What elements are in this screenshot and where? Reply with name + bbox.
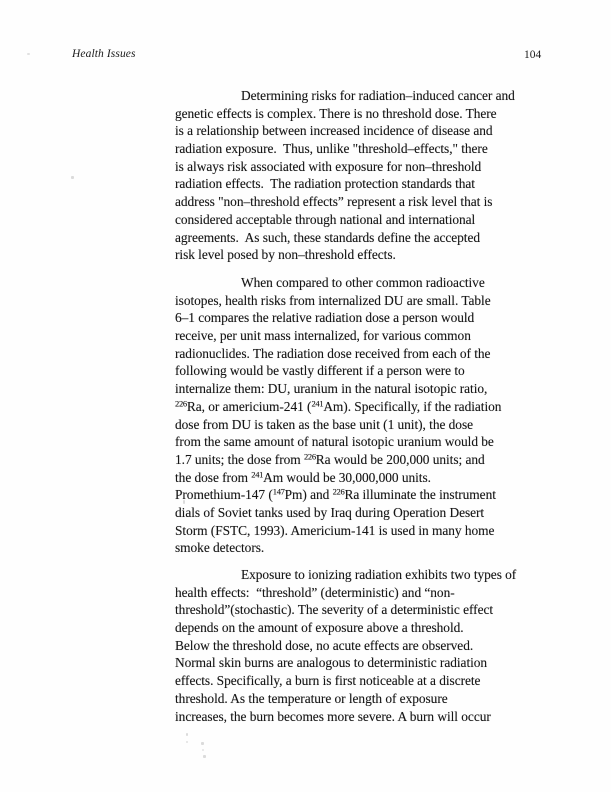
page-number: 104	[524, 49, 542, 61]
scan-speck	[183, 500, 185, 504]
paragraph	[175, 87, 515, 264]
scan-speck	[201, 742, 204, 745]
text-line: Promethium-147 ($^{147}$Pm) and $^{226}$Ra illuminate the instrument	[175, 486, 496, 503]
text-line: Determining risks for radiation–induced cancer and	[241, 88, 515, 103]
scan-speck	[71, 176, 74, 179]
text-line: threshold. As the temperature or length of exposure	[175, 690, 448, 706]
text-line: radiation effects. The radiation protection standards that	[175, 176, 475, 192]
text-line: is always risk associated with exposure for non–threshold	[175, 158, 482, 174]
text-line: effects. Specifically, a burn is first noticeable at a discrete	[175, 673, 481, 689]
text-line: following would be vastly different if a person were to	[175, 363, 465, 379]
isotope-superscript: 147	[272, 486, 285, 497]
text-line: Storm (FSTC, 1993). Americium-141 is used in many home	[175, 522, 495, 538]
text-line: address "non–threshold effects” represent a risk level that is	[175, 194, 493, 210]
text-line: the dose from $^{241}$Am would be 30,000,000 units.	[175, 469, 431, 485]
paragraph	[175, 566, 516, 725]
isotope-superscript: 241	[311, 398, 324, 409]
text-line: depends on the amount of exposure above a threshold.	[175, 620, 464, 636]
text-line: Normal skin burns are analogous to deterministic radiation	[175, 655, 488, 671]
text-line: receive, per unit mass internalized, for various common	[175, 328, 471, 344]
text-line: internalize them: DU, uranium in the natural isotopic ratio,	[175, 381, 488, 397]
text-line: smoke detectors.	[175, 540, 265, 556]
text-line: When compared to other common radioactive	[241, 275, 485, 290]
isotope-superscript: 226	[332, 486, 345, 497]
text-line: threshold”(stochastic). The severity of a deterministic effect	[175, 602, 494, 618]
text-line: 6–1 compares the relative radiation dose a person would	[175, 310, 475, 326]
text-line: radionuclides. The radiation dose received from each of the	[175, 345, 491, 361]
text-line: dose from DU is taken as the base unit (1 unit), the dose	[175, 416, 474, 432]
scan-speck	[202, 749, 204, 751]
scan-speck	[186, 733, 188, 736]
text-line: isotopes, health risks from internalized DU are small. Table	[175, 292, 491, 308]
isotope-superscript: 226	[175, 398, 187, 409]
text-line: from the same amount of natural isotopic uranium would be	[175, 434, 494, 450]
text-line: radiation exposure. Thus, unlike "threshold–effects," there	[175, 141, 488, 157]
scan-speck	[203, 755, 206, 758]
text-line: considered acceptable through national and international	[175, 211, 476, 227]
text-line: $^{226}$Ra, or americium-241 ($^{241}$Am). Specifically, if the radiation	[175, 398, 502, 414]
text-line: genetic effects is complex. There is no threshold dose. There	[175, 105, 497, 121]
text-line: health effects: “threshold” (deterministic) and “non-	[175, 584, 455, 600]
text-line: is a relationship between increased incidence of disease and	[175, 123, 493, 139]
paragraph	[175, 274, 501, 557]
text-line: increases, the burn becomes more severe. A burn will occur	[175, 708, 491, 724]
scan-speck	[186, 741, 188, 743]
running-header: Health Issues	[72, 48, 136, 60]
text-line: Below the threshold dose, no acute effects are observed.	[175, 637, 474, 653]
text-line: Exposure to ionizing radiation exhibits two types of	[241, 567, 517, 582]
isotope-superscript: 226	[303, 451, 316, 462]
text-line: dials of Soviet tanks used by Iraq during Operation Desert	[175, 504, 485, 520]
text-line: risk level posed by non–threshold effects.	[175, 247, 396, 263]
text-line: agreements. As such, these standards define the accepted	[175, 229, 481, 245]
scan-speck	[27, 53, 30, 55]
text-line: 1.7 units; the dose from $^{226}$Ra would be 200,000 units; and	[175, 451, 485, 467]
isotope-superscript: 241	[251, 469, 264, 480]
